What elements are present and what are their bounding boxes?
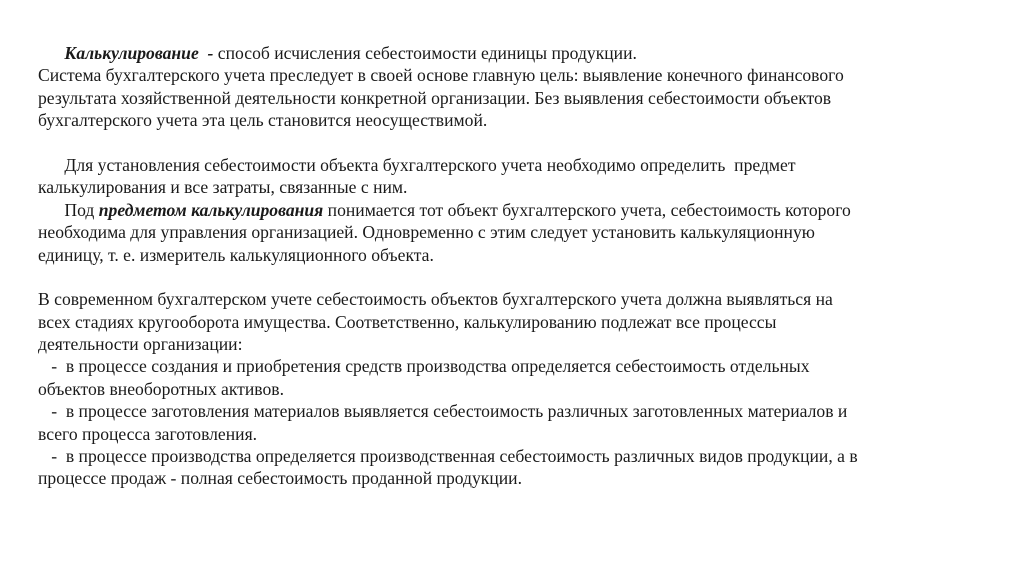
- text-line: бухгалтерского учета эта цель становится неосуществимой.: [38, 110, 488, 131]
- text-line: Система бухгалтерского учета преследует в своей основе главную цель: выявление конечного финансового: [38, 65, 844, 86]
- list-item-line: - в процессе производства определяется производственная себестоимость различных видов продукции, а в: [38, 446, 858, 467]
- subject-text: понимается тот объект бухгалтерского учета, себестоимость которого: [323, 199, 851, 220]
- subject-term: предметом калькулирования: [98, 199, 324, 220]
- text-line: необходима для управления организацией. Одновременно с этим следует установить калькуляционную: [38, 222, 815, 243]
- list-item-line: - в процессе создания и приобретения средств производства определяется себестоимость отдельных: [38, 356, 810, 377]
- document-text: [38, 42, 998, 490]
- definition-line: [38, 42, 998, 64]
- text-line: В современном бухгалтерском учете себестоимость объектов бухгалтерского учета должна выявляться на: [38, 289, 833, 310]
- text-line: объектов внеоборотных активов.: [38, 378, 284, 399]
- subject-line: [38, 199, 998, 221]
- text-line: всего процесса заготовления.: [38, 423, 258, 444]
- paragraph-gap: [38, 132, 998, 154]
- text-line: Для установления себестоимости объекта бухгалтерского учета необходимо определить предмет: [38, 154, 796, 175]
- list-item-line: - в процессе заготовления материалов выявляется себестоимость различных заготовленных материалов и: [38, 401, 848, 422]
- subject-prefix: Под: [38, 199, 99, 220]
- text-line: результата хозяйственной деятельности конкретной организации. Без выявления себестоимости объектов: [38, 87, 832, 108]
- definition-indent: [38, 43, 64, 63]
- definition-text: способ исчисления себестоимости единицы продукции.: [213, 43, 637, 63]
- text-line: калькулирования и все затраты, связанные с ним.: [38, 177, 408, 198]
- paragraph-gap: [38, 266, 998, 288]
- text-line: единицу, т. е. измеритель калькуляционного объекта.: [38, 244, 434, 265]
- definition-term: Калькулирование -: [64, 43, 214, 63]
- text-line: всех стадиях кругооборота имущества. Соответственно, калькулированию подлежат все процессы: [38, 311, 777, 332]
- text-line: процессе продаж - полная себестоимость проданной продукции.: [38, 468, 522, 489]
- text-line: деятельности организации:: [38, 334, 243, 355]
